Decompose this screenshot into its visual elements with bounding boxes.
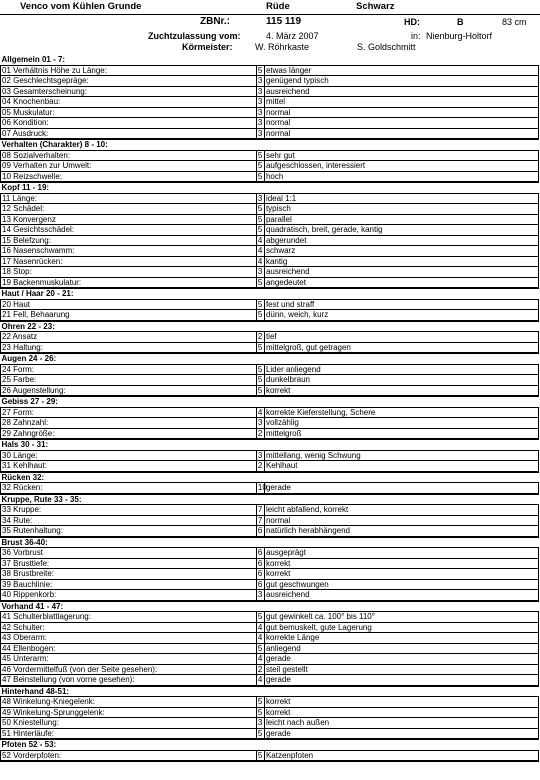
criterion-description: vollzählig [264,418,538,429]
table-row [1,654,539,665]
section-header [1,288,539,299]
criterion-label: 44 Ellenbogen: [1,643,257,654]
criterion-description: normal [264,515,538,526]
table-row [1,204,539,215]
criterion-label: 20 Haut [1,299,257,310]
criterion-description: korrekt [264,385,538,396]
criterion-score: 3 [256,76,264,87]
criterion-score: 5 [256,214,264,225]
criterion-score: 3 [256,193,264,204]
dog-sex: Rüde [266,1,290,12]
table-row [1,728,539,739]
table-row [1,515,539,526]
criterion-label: 13 Konvergenz [1,214,257,225]
criterion-label: 52 Vorderpfoten: [1,750,257,761]
criterion-description: korrekte Kieferstellung, Schere [264,407,538,418]
criterion-description: normal [264,128,538,139]
table-row [1,590,539,601]
criterion-description: steil gestellt [264,664,538,675]
table-row [1,428,539,439]
criterion-label: 37 Brusttiefe: [1,558,257,569]
table-row [1,246,539,257]
criterion-description: tief [264,332,538,343]
criterion-score: 5 [256,342,264,353]
admission-date: 4. März 2007 [266,31,319,41]
table-row [1,375,539,386]
criterion-label: 41 Schulterblattlagerung: [1,612,257,623]
criterion-label: 38 Brustbreite: [1,569,257,580]
criterion-score: 7 [256,515,264,526]
table-row [1,526,539,537]
criterion-description: gerade [264,728,538,739]
criterion-label: 45 Unterarm: [1,654,257,665]
table-row [1,128,539,139]
criterion-label: 06 Kondition: [1,118,257,129]
criterion-score: 5 [256,375,264,386]
criterion-label: 31 Kehlhaut: [1,461,257,472]
criterion-label: 47 Beinstellung (von vorne gesehen): [1,675,257,686]
table-row [1,622,539,633]
criterion-score: 3 [256,590,264,601]
criterion-label: 09 Verhalten zur Umwelt: [1,161,257,172]
criterion-label: 30 Länge: [1,450,257,461]
table-row [1,505,539,516]
criterion-score: 10 [257,483,267,493]
table-row [1,461,539,472]
criterion-description: mittelgroß [264,428,538,439]
criterion-score: 5 [256,750,264,761]
criterion-description: ausreichend [264,86,538,97]
criterion-score: 5 [256,171,264,182]
table-row [1,107,539,118]
section-title: Haut / Haar 20 - 21: [1,288,539,299]
section-title: Pfoten 52 - 53: [1,739,539,750]
table-row [1,332,539,343]
criterion-label: 29 Zahngröße: [1,428,257,439]
criterion-score: 5 [256,277,264,288]
criterion-score: 5 [256,612,264,623]
criterion-score: 4 [256,654,264,665]
table-row [1,418,539,429]
criterion-label: 02 Geschlechtsgepräge: [1,76,257,87]
table-row [1,385,539,396]
criterion-label: 42 Schulter: [1,622,257,633]
section-header [1,321,539,332]
criterion-label: 15 Belefzung: [1,235,257,246]
criterion-score: 5 [256,299,264,310]
section-header [1,601,539,612]
header-row-3 [0,30,540,42]
criterion-score: 3 [256,86,264,97]
criterion-score: 5 [256,150,264,161]
section-header [1,396,539,407]
section-title: Kruppe, Rute 33 - 35: [1,494,539,505]
admission-label: Zuchtzulassung vom: [148,31,241,41]
table-row [1,697,539,708]
criterion-description: leicht nach außen [264,718,538,729]
criterion-description: Katzenpfoten [264,750,538,761]
section-title: Hinterhand 48-51: [1,686,539,697]
criterion-score: 5 [256,310,264,321]
criterion-label: 17 Nasenrücken: [1,256,257,267]
criterion-label: 32 Rücken: [1,483,257,494]
place-value: Nienburg-Holtorf [426,31,493,41]
table-row [1,97,539,108]
section-header [1,739,539,750]
criterion-description: angedeutet [264,277,538,288]
criterion-description: parallel [264,214,538,225]
criterion-label: 08 Sozialverhalten: [1,150,257,161]
table-row [1,633,539,644]
table-row [1,718,539,729]
section-title: Rücken 32: [1,472,539,483]
criterion-description: mittellang, wenig Schwung [264,450,538,461]
table-row [1,193,539,204]
criterion-description: leicht abfallend, korrekt [264,505,538,516]
table-row [1,643,539,654]
criterion-score: 3 [256,128,264,139]
header-row-4 [0,42,540,54]
criterion-label: 26 Augenstellung: [1,385,257,396]
table-row [1,483,539,494]
criterion-description: anliegend [264,643,538,654]
criterion-label: 39 Bauchlinie: [1,579,257,590]
criterion-score: 5 [256,728,264,739]
section-title: Kopf 11 - 19: [1,182,539,193]
criterion-label: 43 Oberarm: [1,633,257,644]
table-row [1,76,539,87]
table-row [1,664,539,675]
criterion-label: 24 Form: [1,364,257,375]
section-title: Gebiss 27 - 29: [1,396,539,407]
criterion-description: gerade [264,675,538,686]
criterion-label: 14 Gesichtsschädel: [1,225,257,236]
criterion-label: 27 Form: [1,407,257,418]
criterion-score: 5 [256,161,264,172]
table-row [1,299,539,310]
criterion-description: mittelgroß, gut getragen [264,342,538,353]
hd-label: HD: [404,17,420,27]
criterion-description: schwarz [264,246,538,257]
section-title: Hals 30 - 31: [1,439,539,450]
table-row [1,707,539,718]
table-row [1,548,539,559]
criterion-description: kantig [264,256,538,267]
section-title: Allgemein 01 - 7: [1,55,539,65]
criterion-description: korrekte Länge [264,633,538,644]
criterion-description: mittel [264,97,538,108]
judge-2: S. Goldschmitt [357,42,416,52]
table-row [1,225,539,236]
criterion-score: 4 [256,256,264,267]
criterion-score: 6 [256,579,264,590]
table-row [1,569,539,580]
section-header [1,472,539,483]
criterion-description: korrekt [264,558,538,569]
zb-label: ZBNr.: [200,16,230,27]
criterion-score: 4 [256,407,264,418]
criterion-label: 35 Rutenhaltung: [1,526,257,537]
criterion-score: 7 [256,505,264,516]
criterion-label: 04 Knochenbau: [1,97,257,108]
table-row [1,675,539,686]
criterion-label: 10 Reizschwelle: [1,171,257,182]
criterion-label: 40 Rippenkorb: [1,590,257,601]
criterion-score: 4 [256,246,264,257]
criterion-description: quadratisch, breit, gerade, kantig [264,225,538,236]
table-row [1,342,539,353]
height-value: 83 cm [502,17,527,27]
table-row [1,558,539,569]
criterion-description: korrekt [264,569,538,580]
table-row [1,161,539,172]
criterion-score: 6 [256,548,264,559]
criterion-description: gut geschwungen [264,579,538,590]
criterion-label: 12 Schädel: [1,204,257,215]
criterion-label: 18 Stop: [1,267,257,278]
criterion-description: hoch [264,171,538,182]
evaluation-table [0,55,539,762]
criterion-label: 33 Kruppe: [1,505,257,516]
criterion-score: 3 [256,267,264,278]
criterion-description: sehr gut [264,150,538,161]
section-header [1,439,539,450]
criterion-label: 51 Hinterläufe: [1,728,257,739]
criterion-label: 46 Vordermittelfuß (von der Seite gesehen): [1,664,257,675]
criterion-description: normal [264,118,538,129]
criterion-label: 49 Winkelung-Sprunggelenk: [1,707,257,718]
section-header [1,182,539,193]
criterion-description: gut gewinkelt ca. 100° bis 110° [264,612,538,623]
criterion-score: 6 [256,526,264,537]
criterion-score: 6 [256,558,264,569]
table-row [1,214,539,225]
criterion-score: 4 [256,675,264,686]
table-row [1,277,539,288]
criterion-score: 3 [256,97,264,108]
criterion-description: normal [264,107,538,118]
criterion-description: fest und straff [264,299,538,310]
dog-color: Schwarz [356,1,395,12]
criterion-label: 16 Nasenschwamm: [1,246,257,257]
criterion-label: 22 Ansatz [1,332,257,343]
criterion-score: 5 [256,707,264,718]
criterion-label: 19 Backenmuskulatur: [1,277,257,288]
table-row [1,235,539,246]
section-title: Ohren 22 - 23: [1,321,539,332]
judge-1: W. Röhrkaste [255,42,310,52]
criterion-label: 25 Farbe: [1,375,257,386]
criterion-description: natürlich herabhängend [264,526,538,537]
section-header [1,139,539,150]
criterion-score: 3 [256,718,264,729]
table-row [1,171,539,182]
criterion-description: Lider anliegend [264,364,538,375]
criterion-score: 5 [256,204,264,215]
criterion-description: ausreichend [264,267,538,278]
criterion-label: 07 Ausdruck: [1,128,257,139]
criterion-description: korrekt [264,697,538,708]
section-header [1,494,539,505]
criterion-label: 03 Gesamterscheinung: [1,86,257,97]
criterion-score: 5 [256,364,264,375]
criterion-label: 34 Rute: [1,515,257,526]
section-header [1,55,539,65]
criterion-description: genügend typisch [264,76,538,87]
criterion-description: Kehlhaut [264,461,538,472]
section-title: Vorhand 41 - 47: [1,601,539,612]
criterion-score: 3 [256,118,264,129]
table-row [1,364,539,375]
criterion-score: 2 [256,461,264,472]
table-row [1,65,539,76]
table-row [1,150,539,161]
criterion-score: 5 [256,643,264,654]
criterion-description: ideal 1:1 [264,193,538,204]
criterion-label: 21 Fell, Behaarung [1,310,257,321]
table-row [1,450,539,461]
criterion-label: 48 Winkelung-Kniegelenk: [1,697,257,708]
criterion-score: 2 [256,664,264,675]
criterion-description: gerade [264,654,538,665]
criterion-score: 4 [256,235,264,246]
section-title: Brust 36-40: [1,537,539,548]
criterion-description: gut bemuskelt, gute Lagerung [264,622,538,633]
criterion-description: korrekt [264,707,538,718]
criterion-description: ausreichend [264,590,538,601]
table-row [1,407,539,418]
criterion-label: 28 Zahnzahl: [1,418,257,429]
place-label: in: [411,31,421,41]
criterion-score: 5 [256,385,264,396]
table-row [1,310,539,321]
section-title: Augen 24 - 26: [1,353,539,364]
criterion-score: 3 [256,450,264,461]
header-row-2 [0,14,540,30]
table-row [1,750,539,761]
zb-value: 115 119 [266,16,302,27]
table-row [1,612,539,623]
criterion-description: etwas länger [264,65,538,76]
criterion-score: 5 [256,697,264,708]
table-row [1,256,539,267]
criterion-description: typisch [264,204,538,215]
criterion-description: dünn, weich, kurz [264,310,538,321]
criterion-label: 36 Vorbrust [1,548,257,559]
criterion-description: aufgeschlossen, interessiert [264,161,538,172]
judge-label: Körmeister: [182,42,233,52]
criterion-description: gerade [264,483,538,494]
table-row [1,267,539,278]
dog-name: Venco vom Kühlen Grunde [20,1,142,12]
criterion-description: dunkelbraun [264,375,538,386]
criterion-score: 2 [256,428,264,439]
table-row [1,579,539,590]
criterion-description: ausgeprägt [264,548,538,559]
criterion-score: 4 [256,622,264,633]
criterion-description: abgerundet [264,235,538,246]
criterion-score: 4 [256,633,264,644]
criterion-label: 50 Kniestellung: [1,718,257,729]
criterion-score: 2 [256,332,264,343]
section-header [1,353,539,364]
table-row [1,86,539,97]
criterion-label: 01 Verhältnis Höhe zu Länge: [1,65,257,76]
table-row [1,118,539,129]
criterion-label: 23 Haltung: [1,342,257,353]
criterion-label: 05 Muskulatur: [1,107,257,118]
section-title: Verhalten (Charakter) 8 - 10: [1,139,539,150]
criterion-score: 5 [256,225,264,236]
criterion-label: 11 Länge: [1,193,257,204]
criterion-score: 3 [256,107,264,118]
section-header [1,537,539,548]
criterion-score: 6 [256,569,264,580]
hd-value: B [457,17,464,27]
header-row-1 [0,0,540,15]
section-header [1,686,539,697]
criterion-score: 3 [256,418,264,429]
criterion-score: 5 [256,65,264,76]
